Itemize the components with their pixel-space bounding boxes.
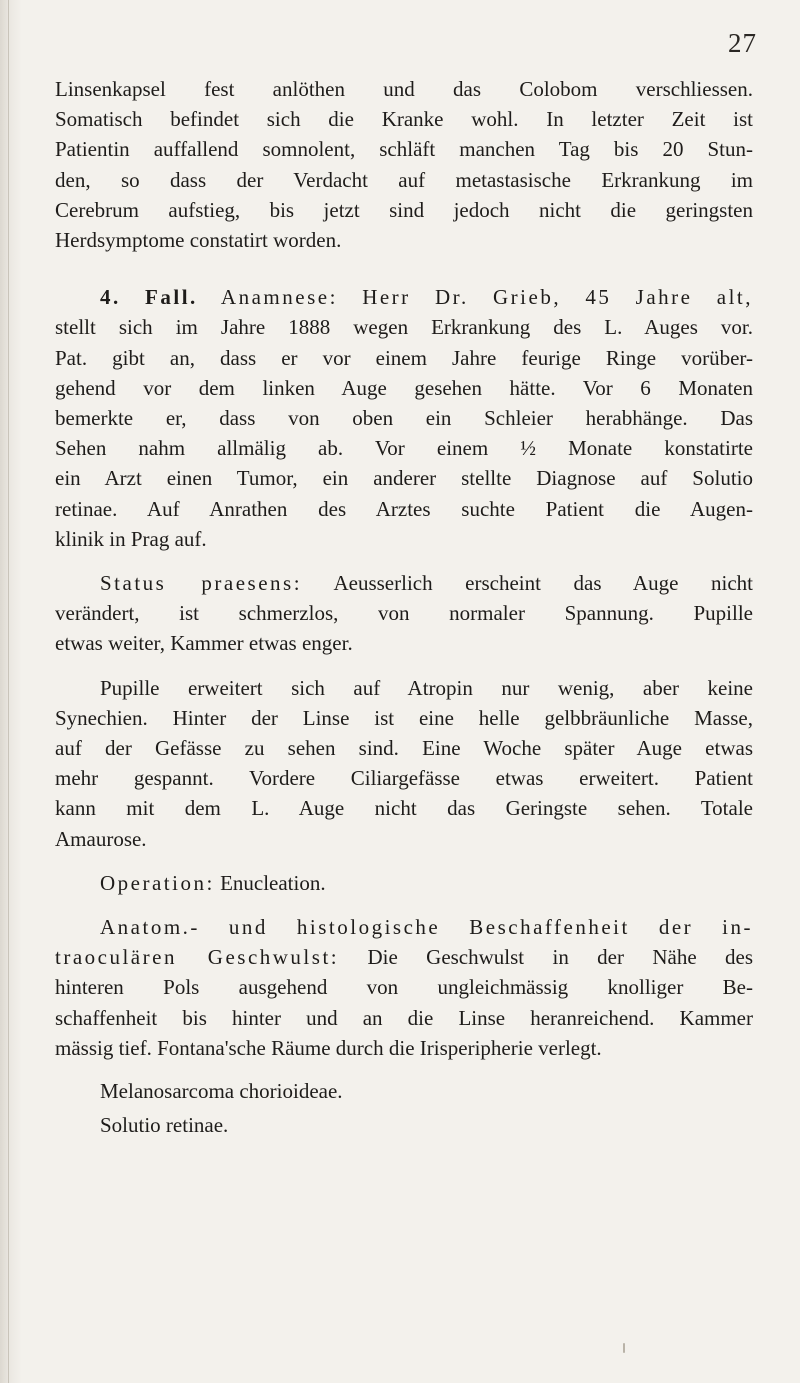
text-line: Amaurose.: [55, 826, 147, 851]
text-line: bemerkte er, dass von oben ein Schleier herabhänge. Das: [55, 406, 753, 431]
text-line: ein Arzt einen Tumor, ein anderer stellte Diagnose auf Solutio: [55, 466, 753, 491]
text-line: Pat. gibt an, dass er vor einem Jahre feurige Ringe vorüber-: [55, 345, 753, 370]
text-line: Synechien. Hinter der Linse ist eine helle gelbbräunliche Masse,: [55, 705, 753, 730]
text-line: [55, 282, 753, 312]
section-label: Anatom.- und histologische Beschaffenheit der in-: [100, 915, 753, 940]
text-line: verändert, ist schmerzlos, von normaler Spannung. Pupille: [55, 601, 753, 626]
section-label: Operation:: [100, 870, 215, 895]
paragraph-anatomy: [55, 912, 753, 1063]
text-line: etwas weiter, Kammer etwas enger.: [55, 631, 353, 656]
text-line: hinteren Pols ausgehend von ungleichmässig knolliger Be-: [55, 975, 753, 1000]
anamnesis-text: Anamnese: Herr Dr. Grieb, 45 Jahre alt,: [197, 285, 753, 310]
text-line: Sehen nahm allmälig ab. Vor einem ½ Monate konstatirte: [55, 436, 753, 461]
paragraph-operation: [55, 868, 753, 898]
diagnosis-line: Melanosarcoma chorioideae.: [100, 1079, 343, 1104]
paragraph-case-4: [55, 282, 753, 554]
text-line: den, so dass der Verdacht auf metastasische Erkrankung im: [55, 167, 753, 192]
section-label: traoculären Geschwulst:: [55, 945, 340, 970]
section-text: Die Geschwulst in der Nähe des: [339, 945, 753, 970]
text-line: retinae. Auf Anrathen des Arztes suchte Patient die Augen-: [55, 496, 753, 521]
paragraph-status-praesens: [55, 568, 753, 659]
text-line: auf der Gefässe zu sehen sind. Eine Woche später Auge etwas: [55, 736, 753, 761]
text-line: klinik in Prag auf.: [55, 526, 207, 551]
text-line: Linsenkapsel fest anlöthen und das Colobom verschliessen.: [55, 77, 753, 101]
paragraph-findings: [55, 673, 753, 854]
text-line: Pupille erweitert sich auf Atropin nur wenig, aber keine: [100, 675, 753, 700]
page-number: 27: [728, 28, 757, 58]
text-line: Herdsymptome constatirt worden.: [55, 228, 342, 253]
diagnosis: [55, 1073, 753, 1143]
section-text: Enucleation.: [214, 870, 326, 895]
text-line: [55, 868, 753, 898]
section-label: Status praesens:: [100, 571, 303, 596]
paragraph-1: [55, 74, 753, 255]
text-line: Patientin auffallend somnolent, schläft manchen Tag bis 20 Stun-: [55, 137, 753, 162]
text-line: mehr gespannt. Vordere Ciliargefässe etwas erweitert. Patient: [55, 766, 753, 791]
text-line: gehend vor dem linken Auge gesehen hätte. Vor 6 Monaten: [55, 375, 753, 400]
text-line: Somatisch befindet sich die Kranke wohl. In letzter Zeit ist: [55, 107, 753, 132]
page-binding-edge: [0, 0, 22, 1383]
page-body: [55, 74, 753, 1143]
text-line: kann mit dem L. Auge nicht das Geringste sehen. Totale: [55, 796, 753, 821]
case-label: 4. Fall.: [100, 285, 198, 310]
text-line: stellt sich im Jahre 1888 wegen Erkrankung des L. Auges vor.: [55, 315, 753, 340]
binding-line: [8, 0, 9, 1383]
text-line: [55, 942, 753, 972]
section-text: Aeusserlich erscheint das Auge nicht: [302, 571, 753, 596]
diagnosis-line: Solutio retinae.: [100, 1113, 229, 1138]
text-line: Cerebrum aufstieg, bis jetzt sind jedoch nicht die geringsten: [55, 197, 753, 222]
text-line: schaffenheit bis hinter und an die Linse heranreichend. Kammer: [55, 1005, 753, 1030]
text-line: mässig tief. Fontana'sche Räume durch die Irisperipherie verlegt.: [55, 1035, 602, 1060]
paper-speck: [623, 1343, 625, 1353]
text-line: [55, 568, 753, 598]
